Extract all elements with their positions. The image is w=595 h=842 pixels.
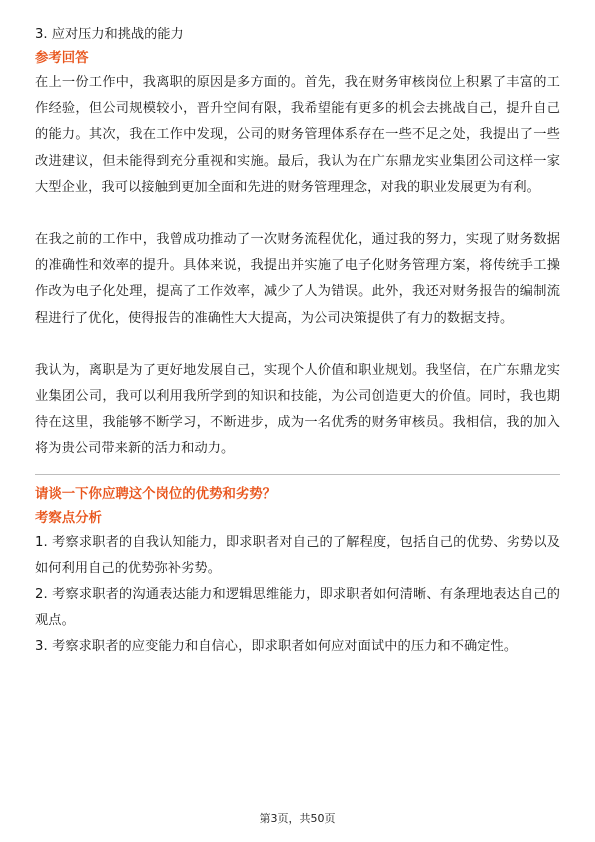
answer-paragraph-2: 在我之前的工作中，我曾成功推动了一次财务流程优化，通过我的努力，实现了财务数据的准确性和效率的提升。具体来说，我提出并实施了电子化财务管理方案，将传统手工操作改为电子化处理，提高了工作效率，减少了人为错误。此外，我还对财务报告的编制流程进行了优化，使得报告的准确性大大提高，为公司决策提供了有力的数据支持。 bbox=[35, 232, 560, 326]
answer-paragraph-3: 我认为，离职是为了更好地发展自己，实现个人价值和职业规划。我坚信，在广东鼎龙实业集团公司，我可以利用我所学到的知识和技能，为公司创造更大的价值。同时，我也期待在这里，我能够不断学习，不断进步，成为一名优秀的财务审核员。我相信，我的加入将为贵公司带来新的活力和动力。 bbox=[35, 362, 560, 457]
page-footer: 第3页，共50页 bbox=[259, 812, 336, 825]
section-divider bbox=[35, 474, 560, 475]
document-page bbox=[35, 22, 560, 661]
answer-paragraph-1: 在上一份工作中，我离职的原因是多方面的。首先，我在财务审核岗位上积累了丰富的工作经验，但公司规模较小，晋升空间有限，我希望能有更多的机会去挑战自己，提升自己的能力。其次，我在工作中发现，公司的财务管理体系存在一些不足之处，我提出了一些改进建议，但未能得到充分重视和实施。最后，我认为在广东鼎龙实业集团公司这样一家大型企业，我可以接触到更加全面和先进的财务管理理念，对我的职业发展更为有利。 bbox=[35, 75, 560, 195]
answer-heading: 参考回答 bbox=[35, 51, 89, 66]
question-heading: 请谈一下你应聘这个岗位的优势和劣势？ bbox=[35, 486, 277, 502]
analysis-item-2: 2. 考察求职者的沟通表达能力和逻辑思维能力，即求职者如何清晰、有条理地表达自己的观点。 bbox=[35, 587, 560, 629]
analysis-heading: 考察点分析 bbox=[35, 510, 102, 526]
paragraph-gap bbox=[35, 332, 560, 358]
analysis-item-3: 3. 考察求职者的应变能力和自信心，即求职者如何应对面试中的压力和不确定性。 bbox=[35, 639, 518, 655]
list-item-3: 3. 应对压力和挑战的能力 bbox=[35, 27, 184, 42]
paragraph-gap bbox=[35, 201, 560, 227]
analysis-item-1: 1. 考察求职者的自我认知能力，即求职者对自己的了解程度，包括自己的优势、劣势以及如何利用自己的优势弥补劣势。 bbox=[35, 534, 560, 576]
